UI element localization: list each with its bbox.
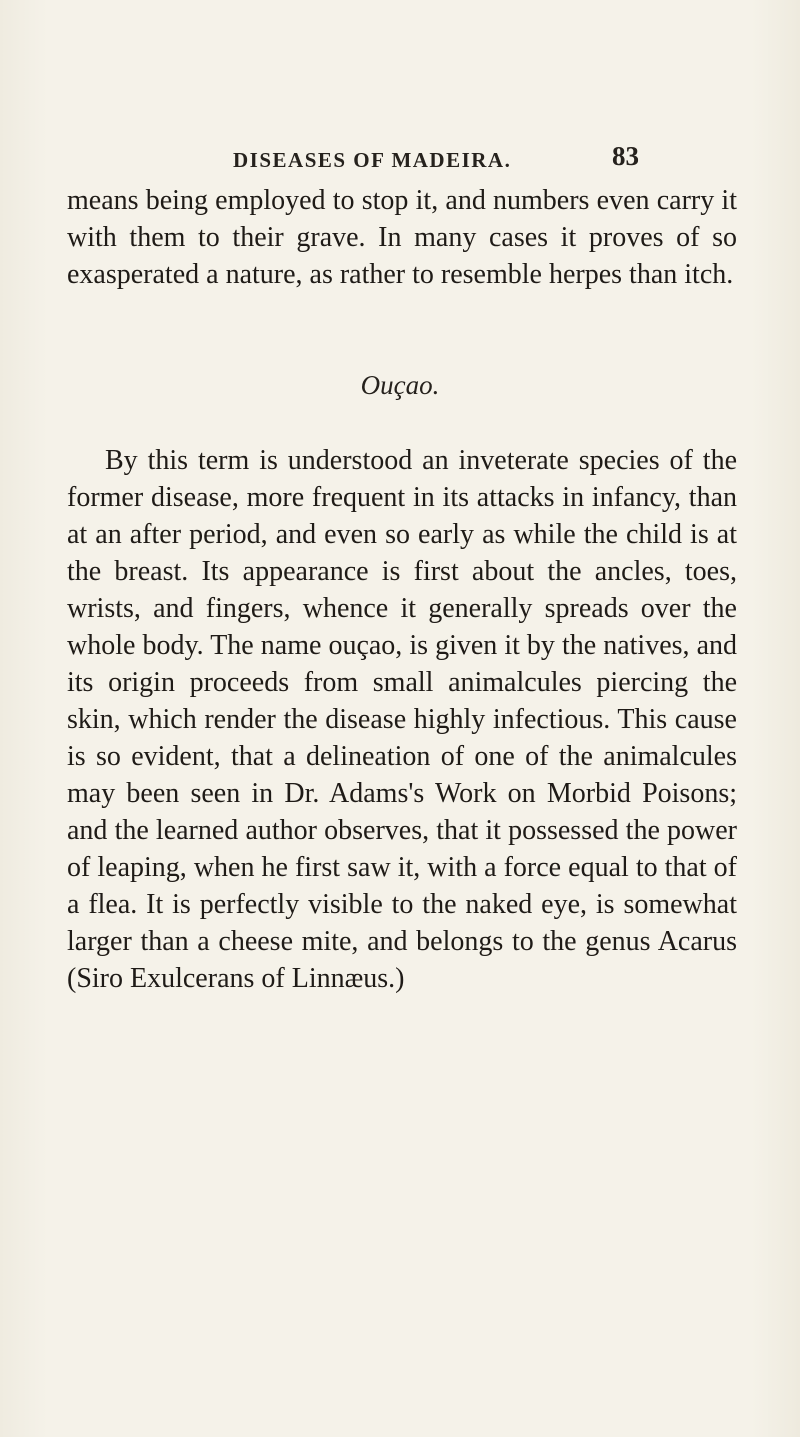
page-number: 83 xyxy=(612,141,639,171)
intro-paragraph-block xyxy=(67,182,737,293)
intro-paragraph: means being employed to stop it, and numbers even carry it with them to their grave. In many cases it proves of so exasperated a nature, as rather to resemble herpes than itch. xyxy=(67,185,737,290)
running-title: DISEASES OF MADEIRA. xyxy=(233,148,512,172)
section-paragraph: By this term is understood an inveterate species of the former disease, more frequent in its attacks in infancy, than at an after period, and even so early as while the child is at the breast. Its appearance is first about the ancles, toes, wrists, and fingers, whence it generally spreads over the whole body. The name ouçao, is given it by the natives, and its origin proceeds from small animalcules piercing the skin, which render the disease highly infectious. This cause is so evident, that a delineation of one of the animalcules may been seen in Dr. Adams's Work on Morbid Poisons; and the learned author observes, that it possessed the power of leaping, when he first saw it, with a force equal to that of a flea. It is perfectly visible to the naked eye, is somewhat larger than a cheese mite, and belongs to the genus Acarus (Siro Exulcerans of Linnæus.) xyxy=(67,445,737,994)
section-paragraph-block xyxy=(67,442,737,997)
section-heading: Ouçao. xyxy=(360,370,440,400)
